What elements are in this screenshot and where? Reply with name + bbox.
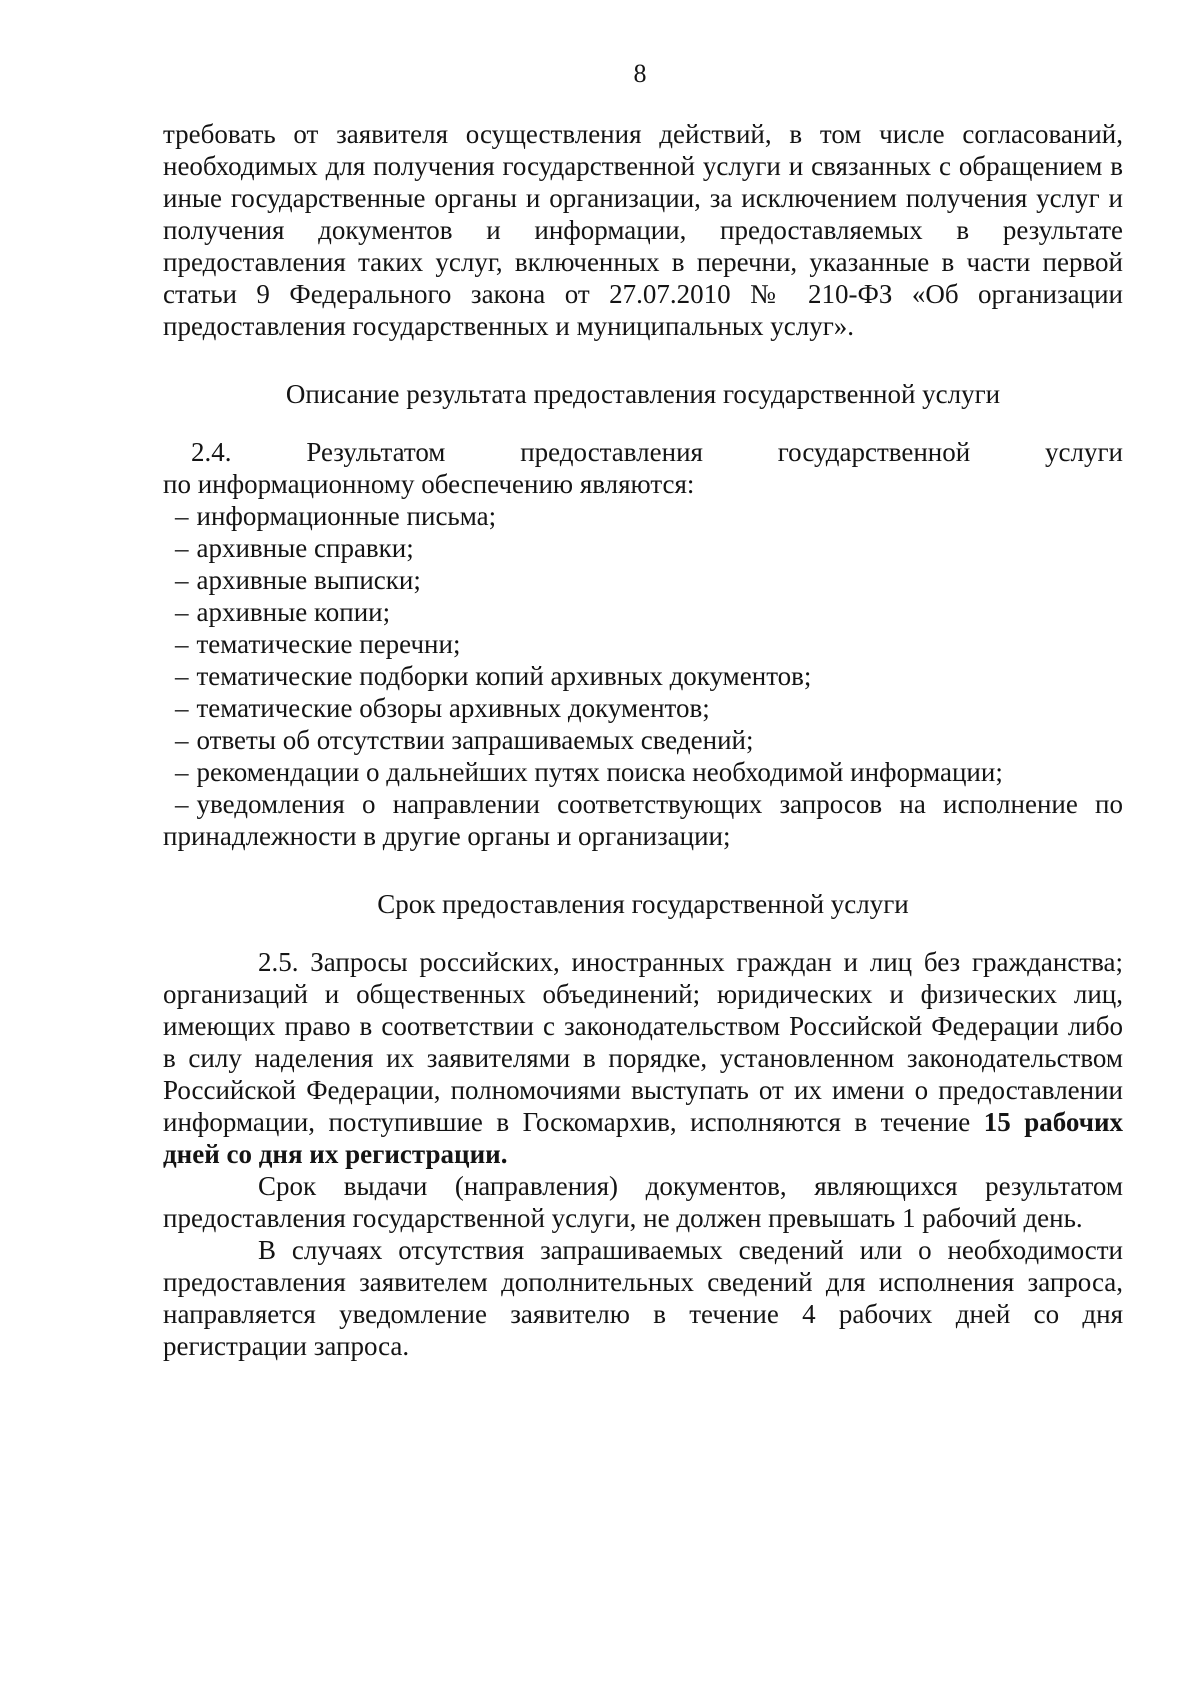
paragraph-term-issue: Срок выдачи (направления) документов, являющихся результатом предоставления государственной услуги, не должен превышать 1 рабочий день. [163,1171,1123,1233]
list-item-text: ответы об отсутствии запрашиваемых сведений; [196,725,754,755]
section-heading-result: Описание результата предоставления государственной услуги [285,379,1001,409]
paragraph-intro: требовать от заявителя осуществления действий, в том числе согласований, необходимых для получения государственной услуги и связанных с обращением в иные государственные органы и организации, за исключением получения услуг и получения документов и информации, предоставляемых в результате предоставления таких услуг, включенных в перечни, указанные в части первой статьи 9 Федерального закона от 27.07.2010 № 210-ФЗ «Об организации предоставления государственных и муниципальных услуг». [163,119,1123,341]
result-list [163,500,1123,852]
list-item-text: тематические подборки копий архивных документов; [196,661,812,691]
list-dash: – [175,501,189,531]
list-item [163,756,1123,788]
list-item-text: архивные справки; [196,533,414,563]
page-number: 8 [633,59,647,88]
list-dash: – [175,661,189,691]
list-item [163,532,1123,564]
list-item [163,596,1123,628]
list-dash: – [175,565,189,595]
list-item-text: информационные письма; [196,501,497,531]
list-dash: – [175,757,189,787]
paragraph-2-5-text: 2.5. Запросы российских, иностранных граждан и лиц без гражданства; организаций и общественных объединений; юридических и физических лиц, имеющих право в соответствии с законодательством Российской Федерации либо в силу наделения их заявителями в порядке, установленном законодательством Российской Федерации, полномочиями выступать от их имени о предоставлении информации, поступившие в Госкомархив, исполняются в течение [163,947,1123,1137]
list-dash: – [175,629,189,659]
list-item-text: архивные выписки; [196,565,421,595]
list-item-text: тематические обзоры архивных документов; [196,693,710,723]
document-body [163,118,1123,1362]
paragraph-2-5-bold: 15 рабочих дней со дня их регистрации. [163,1107,1123,1169]
paragraph-term-notice: В случаях отсутствия запрашиваемых сведений или о необходимости предоставления заявителем дополнительных сведений для исполнения запроса, направляется уведомление заявителю в течение 4 рабочих дней со дня регистрации запроса. [163,1235,1123,1361]
list-dash: – [175,725,189,755]
section-heading-term: Срок предоставления государственной услуги [377,889,909,919]
list-item [163,788,1123,852]
list-item [163,500,1123,532]
list-dash: – [175,533,189,563]
list-item-text: архивные копии; [196,597,391,627]
list-item-text: тематические перечни; [196,629,461,659]
list-dash: – [175,789,189,819]
list-item-text: рекомендации о дальнейших путях поиска необходимой информации; [196,757,1003,787]
paragraph-2-5 [163,946,1123,1170]
list-item [163,628,1123,660]
list-item-text: уведомления о направлении соответствующих запросов на исполнение по принадлежности в другие органы и организации; [163,789,1123,851]
list-dash: – [175,597,189,627]
paragraph-2-4-line1: 2.4. Результатом предоставления государственной услуги [191,437,1123,467]
list-item [163,724,1123,756]
list-item [163,660,1123,692]
list-item [163,692,1123,724]
list-item [163,564,1123,596]
list-dash: – [175,693,189,723]
paragraph-2-4-line2: по информационному обеспечению являются: [163,469,695,499]
